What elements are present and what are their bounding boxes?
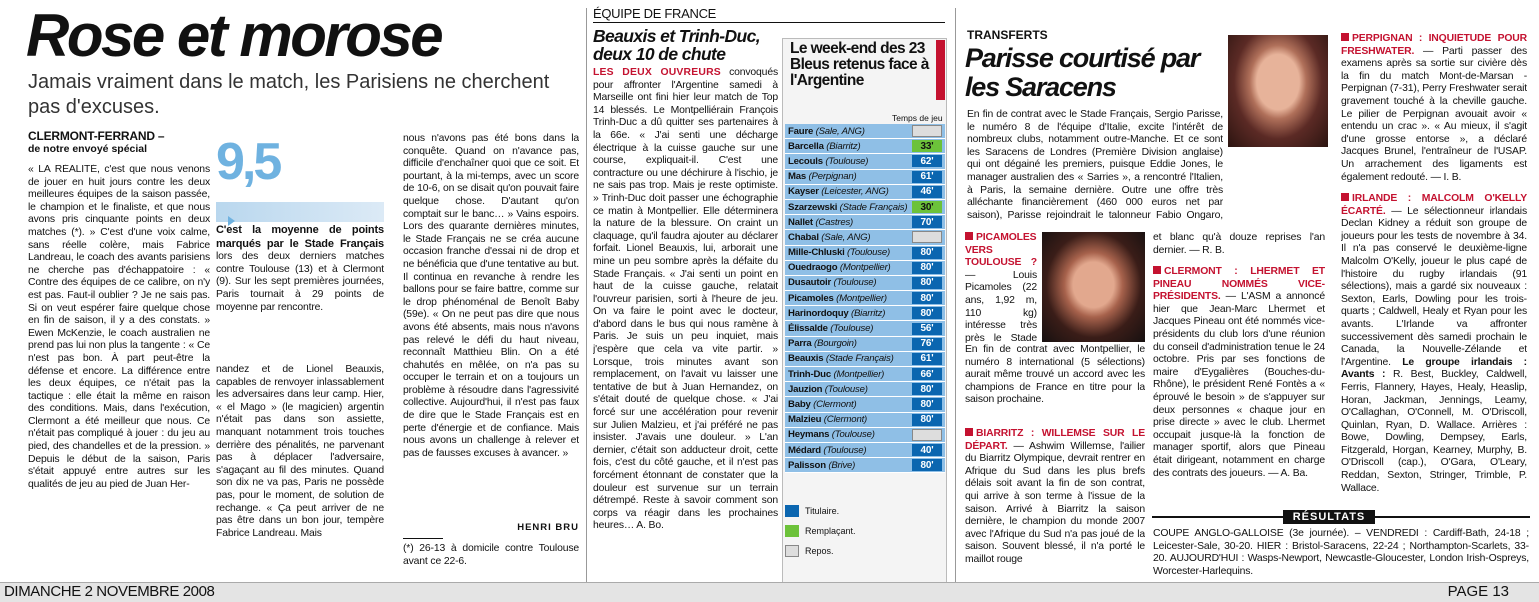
player-time: 46' [912, 186, 942, 198]
footer-date: DIMANCHE 2 NOVEMBRE 2008 [4, 583, 215, 600]
player-row [785, 246, 945, 261]
player-time: 66' [912, 368, 942, 380]
legend-remplacant-label: Remplaçant. [805, 526, 856, 536]
player-surname: Ouedraogo [788, 262, 838, 274]
player-club: (Leicester, ANG) [818, 186, 889, 198]
middle-text: convoqués pour affronter l'Argentine samedi à Marseille ont fini hier leur match de Top 14 blessés. Le Montpelliérain François Trinh-Duc a dû quitter ses partenaires à la 66e. « J'ai senti une décharge électrique à la cuisse gauche sur une course, expliquait-il. C'est une contracture ou une déchirure à l'ischio, je ne sais pas trop. Mais je reste optimiste. » Trinh-Duc doit passer une échographie ce matin à Montpellier. Elle déterminera la nature de la blessure. On craint un claquage, qu'il faudra ajouter au déclarer forfait. Lionel Beauxis, lui, arborait une mine un peu sombre après la défaite du Stade Français. « J'ai senti un point en haut de la cuisse gauche, relatait l'ouvreur parisien, sorti à l'heure de jeu. On va faire le point avec le docteur, d'abord dans le bus qui nous ramène à Paris. Je suis un peu inquiet, mais j'espère que cela va vite partir. » Lorsque, trois minutes avant son remplacement, on l'avait vu laisser une tentative de but à Juan Hernandez, on s'était douté de quelque chose. « J'ai forcé sur une accélération pour revenir sur Julien Malzieu, et j'ai préféré ne pas insister. J'avais une douleur. » L'an dernier, c'était son adducteur droit, cette fois, c'est du côté gauche, et il n'est pas forcément étonnant de constater que la douleur est survenue sur un terrain détrempé. Reste à savoir comment son corps va réagir dans les prochaines heures… [593, 67, 778, 532]
player-time: 80' [912, 307, 942, 319]
left-column-3: nous n'avons pas été bons dans la conquête. Quand on n'avance pas, difficile d'enchaîner quoi que ce soit. Et pourtant, à la mi-temps, avec un score de 10-6, on se disait qu'on pouvait faire quelque chose. D'autant qu'on comptait sur le banc… » Vains espoirs. Lors des quarante dernières minutes, le Stade Français ne se créa aucune occasion franche d'essai ni de drop et ne bénéficia que d'une tentative au but. Il continua en revanche à rendre les ballons pour se faire battre, comme sur le drop phénoménal de Benoît Baby (59e). « On ne peut pas dire que nous avons été absents, mais nous n'avons pas relevé le défi du haut niveau, reconnaît Matthieu Blin. On a été chahutés en mêlée, on n'a pas su occuper le terrain et on a toujours un problème à résoudre dans l'agressivité collective. Aujourd'hui, il n'est pas faux de dire que le Stade Français est en perte d'énergie et de confiance. Mais nous avons un challenge à relever et pas de fausses excuses à avancer. » [403, 133, 579, 459]
stat-triangle [228, 216, 235, 226]
player-club: (Toulouse) [827, 323, 874, 335]
player-row [785, 397, 945, 412]
clermont-brief [1153, 266, 1325, 502]
headline-parisse: Parisse courtisé par les Saracens [965, 43, 1200, 102]
player-club: (Montpellier) [830, 368, 885, 380]
player-row [785, 291, 945, 306]
player-name [785, 460, 912, 471]
player-club: (Clermont) [821, 414, 868, 426]
player-surname: Nallet [788, 216, 813, 228]
player-row [785, 154, 945, 169]
player-name [785, 399, 912, 410]
player-surname: Palisson [788, 459, 826, 471]
player-surname: Baby [788, 398, 811, 410]
dateline-sub: de notre envoyé spécial [28, 143, 148, 155]
standfirst: Jamais vraiment dans le match, les Parisiens ne cherchent pas d'excuses. [28, 71, 550, 118]
player-row [785, 139, 945, 154]
player-row [785, 276, 945, 291]
player-row [785, 215, 945, 230]
player-row [785, 443, 945, 458]
stat-text-lead: C'est la moyenne de points marqués par le Stade Français [216, 224, 384, 250]
results-title: RÉSULTATS [1283, 510, 1375, 524]
perpignan-title: PERPIGNAN : INQUIÉTUDE POUR FRESHWATER. [1341, 33, 1527, 57]
player-name [785, 126, 912, 137]
player-row [785, 230, 945, 245]
player-row [785, 367, 945, 382]
left-column-1: « LA RÉALITÉ, c'est que nous venons de jouer en huit jours contre les deux meilleures équipes de la saison passée, le champion et le finaliste, et que nous avons pris cinquante points en deux matches (*). » C'est d'une voix calme, sans réelle colère, mais Fabrice Landreau, le coach des avants parisiens ne cherche pas d'échappatoire : « Contre des équipes de ce calibre, on n'y est pas. Faut-il oublier ? Je ne sais pas. Si on veut espérer faire quelque chose en fin de saison, il y a des constats. » Ewen McKenzie, le coach australien ne prend pas lui non plus la tangente : « Ce n'est pas bon. À part peut-être la défense et encore. La différence entre les deux équipes, ce n'était pas la tactique : elle était la même en raison des conditions. Mais, dans l'exécution, Clermont a été meilleur que nous. Ce n'était pas compliqué à jouer : du jeu au pied, des chandelles et de la pression. » Depuis le début de la saison, Paris s'était appuyé entre autres sur les qualités de jeu au pied de Juan Her- [28, 164, 210, 490]
player-club: (Biarritz) [823, 140, 861, 152]
player-time: 76' [912, 338, 942, 350]
player-name [785, 186, 912, 197]
author-henri-bru: HENRI BRU [517, 522, 579, 533]
player-row [785, 170, 945, 185]
player-club: (Sale, ANG) [818, 231, 871, 243]
player-row [785, 337, 945, 352]
picamoles-title: PICAMOLES VERS TOULOUSE ? [965, 232, 1037, 269]
biarritz-text: — Ashwim Willemse, l'ailier du Biarritz Olympique, devrait rentrer en Afrique du Sud dans les plus brefs délais soit avant la fin de son contrat, qui arrive à son terme à l'issue de la saison. Arrivé à Biarritz la saison dernière, le champion du monde 2007 avec l'Afrique du Sud n'a pas joué de la saison. Souvent blessé, il n'a porté le maillot rouge [965, 440, 1145, 565]
player-name [785, 247, 912, 258]
headline-beauxis-trinh-duc: Beauxis et Trinh-Duc, deux 10 de chute [593, 26, 760, 64]
player-time [912, 125, 942, 137]
player-name [785, 308, 912, 319]
player-surname: Médard [788, 444, 821, 456]
player-name [785, 414, 912, 425]
player-time: 61' [912, 353, 942, 365]
player-surname: Chabal [788, 231, 819, 243]
player-club: (Castres) [812, 216, 854, 228]
player-row [785, 352, 945, 367]
player-row [785, 428, 945, 443]
player-name [785, 262, 912, 273]
player-row [785, 261, 945, 276]
flag-stripe-red [936, 40, 945, 100]
player-club: (Toulouse) [830, 277, 877, 289]
player-time: 70' [912, 216, 942, 228]
bullet-square [1341, 33, 1349, 41]
player-surname: Heymans [788, 429, 830, 441]
player-row [785, 306, 945, 321]
player-time: 80' [912, 459, 942, 471]
irlande-text: — Le sélectionneur irlandais Declan Kidney a réduit son groupe de joueurs pour les tests de novembre à 34. Il n'a pas conservé le deuxième-ligne Malcolm O'Kelly, joueur le plus capé de l'histoire du rugby irlandais (91 sélections), mais a gardé six nouveaux : Sexton, Earls, Dowling pour les trois-quarts ; Caldwell, Healy et Ryan pour les avants. L'Irlande va affronter successivement dès samedi prochain le Canada, la Nouvelle-Zélande et l'Argentine. [1341, 205, 1527, 368]
player-surname: Picamoles [788, 292, 834, 304]
results-body: COUPE ANGLO-GALLOISE (3e journée). – VENDREDI : Cardiff-Bath, 24-18 ; Leicester-Sale, 30-20. HIER : Bristol-Saracens, 22-24 ; Northampton-Scarlets, 33-20. AUJOURD'HUI : Wasps-Newport, Newcastle-Gloucester, London Irish-Ospreys, Worcester-Harlequins. [1153, 528, 1529, 577]
player-name [785, 429, 912, 440]
bullet-square [965, 232, 973, 240]
player-time: 80' [912, 414, 942, 426]
footer-bar [0, 582, 1539, 602]
player-surname: Harinordoquy [788, 307, 849, 319]
middle-body [593, 67, 778, 577]
legend-remplacant [785, 525, 856, 537]
player-surname: Lecouls [788, 155, 823, 167]
irlande-brief [1341, 193, 1527, 501]
player-club: (Stade Français) [823, 353, 894, 365]
biarritz-brief [965, 428, 1145, 580]
legend-repos-swatch [785, 545, 799, 557]
player-surname: Mille-Chluski [788, 247, 845, 259]
player-surname: Trinh-Duc [788, 368, 831, 380]
player-name [785, 384, 912, 395]
player-row [785, 413, 945, 428]
player-surname: Szarzewski [788, 201, 838, 213]
divider-1 [586, 8, 587, 583]
player-time: 80' [912, 398, 942, 410]
bullet-square [1153, 266, 1161, 274]
player-surname: Jauzion [788, 383, 823, 395]
perpignan-brief [1341, 33, 1527, 191]
player-club: (Toulouse) [822, 155, 869, 167]
player-time: 80' [912, 292, 942, 304]
player-surname: Mas [788, 171, 807, 183]
stat-box [216, 134, 384, 354]
legend-repos-label: Repos. [805, 546, 834, 556]
table-header: Temps de jeu [892, 113, 943, 123]
dateline-city: CLERMONT-FERRAND – [28, 129, 165, 143]
stat-text [216, 224, 384, 314]
legend-remplacant-swatch [785, 525, 799, 537]
player-name [785, 293, 912, 304]
player-surname: Élissalde [788, 323, 828, 335]
player-name [785, 171, 912, 182]
player-name [785, 156, 912, 167]
clermont-title: CLERMONT : LHERMET ET PINEAU NOMMÉS VICE-PRÉSIDENTS. [1153, 266, 1325, 303]
player-row [785, 458, 945, 473]
section-rule [593, 22, 945, 23]
irlande-group-label: Le groupe irlandais : Avants : [1341, 356, 1527, 381]
picamoles-text: — Louis Picamoles (22 ans, 1,92 m, 110 kg) intéresse très près le Stade [965, 269, 1037, 344]
player-time: 56' [912, 323, 942, 335]
clermont-author: — A. Ba. [1268, 467, 1308, 479]
player-club: (Toulouse) [820, 444, 867, 456]
player-time: 80' [912, 262, 942, 274]
player-time: 61' [912, 171, 942, 183]
player-name [785, 277, 912, 288]
headline-rose-et-morose: Rose et morose [26, 2, 442, 69]
player-time: 30' [912, 201, 942, 213]
legend-titulaire-label: Titulaire. [805, 506, 840, 516]
picamoles-brief-cont [965, 344, 1145, 416]
photo-picamoles [1042, 232, 1145, 342]
player-name [785, 323, 912, 334]
player-club: (Stade Français) [837, 201, 908, 213]
player-club: (Sale, ANG) [813, 125, 865, 137]
player-surname: Faure [788, 125, 814, 137]
footnote: (*) 26-13 à domicile contre Toulouse avant ce 22-6. [403, 543, 579, 567]
player-club: (Toulouse) [844, 247, 891, 259]
stat-number: 9,5 [216, 133, 280, 191]
legend-titulaire-swatch [785, 505, 799, 517]
player-club: (Brive) [825, 459, 856, 471]
player-club: (Perpignan) [806, 171, 857, 183]
player-row [785, 200, 945, 215]
player-name [785, 217, 912, 228]
player-name [785, 353, 912, 364]
player-name [785, 141, 912, 152]
stat-text-body: lors des deux derniers matches contre Toulouse (13) et à Clermont (9). Sur les sept premières journées, Paris tournait à 29 points de moyenne par rencontre. [216, 251, 384, 313]
picamoles-text-cont: En fin de contrat avec Montpellier, le numéro 8 international (5 sélections) aurait même trouvé un accord avec les champions de France en titre pour la saison prochaine. [965, 344, 1145, 406]
legend-repos [785, 545, 834, 557]
dateline [28, 129, 218, 155]
player-time [912, 429, 942, 441]
player-row [785, 124, 945, 139]
footnote-rule [403, 538, 443, 539]
player-name [785, 338, 912, 349]
player-time: 80' [912, 383, 942, 395]
player-club: (Montpellier) [837, 262, 891, 274]
picamoles-brief [965, 232, 1037, 344]
player-club: (Toulouse) [829, 429, 875, 441]
legend-titulaire [785, 505, 839, 517]
section-equipe-de-france: ÉQUIPE DE FRANCE [593, 6, 717, 21]
player-time: 62' [912, 155, 942, 167]
player-club: (Bourgoin) [811, 338, 857, 350]
divider-2 [955, 8, 956, 583]
player-time: 80' [912, 247, 942, 259]
player-club: (Toulouse) [822, 383, 868, 395]
player-name [785, 232, 912, 243]
player-surname: Beauxis [788, 353, 824, 365]
player-row [785, 185, 945, 200]
player-row [785, 382, 945, 397]
left-column-2: nandez et de Lionel Beauxis, capables de renvoyer inlassablement les adversaires dans leur camp. Hier, « el Mago » (le magicien) argentin n'était pas dans son assiette, manquant notamment trois touches derrière des pénalités, ne parvenant pas à déplacer l'adversaire, s'agaçant au fil des minutes. Quand son dix ne va pas, Paris ne possède pas, pour le moment, de solution de rechange. « Ça peut arriver de ne pas être dans un bon jour, tempère Fabrice Landreau. Mais [216, 364, 384, 539]
player-club: (Biarritz) [848, 307, 886, 319]
right-col3-top: et blanc qu'à douze reprises l'an dernier. — R. B. [1153, 232, 1325, 256]
biarritz-title: BIARRITZ : WILLEMSE SUR LE DÉPART. [965, 428, 1145, 452]
player-club: (Montpellier) [833, 292, 887, 304]
player-time: 40' [912, 444, 942, 456]
player-time: 80' [912, 277, 942, 289]
player-surname: Kayser [788, 186, 819, 198]
player-surname: Malzieu [788, 414, 822, 426]
middle-lead: LES DEUX OUVREURS [593, 67, 721, 78]
clermont-text: — L'ASM a annoncé hier que Jean-Marc Lhermet et Jacques Pineau ont été nommés vice-présidents du club lors d'une réunion du conseil d'administration tenue le 24 octobre. Pris par ses fonctions de maire d'Eygalières (Bouches-du-Rhône), le président René Fontès a « éprouvé le besoin » de s'appuyer sur deux personnes « chaque jour en prise directe » avec le club. Lhermet occupait jusque-là la fonction de manager sportif, alors que Pineau était dirigeant, notamment en charge des contrats des joueurs. [1153, 291, 1325, 479]
player-name [785, 202, 912, 213]
parisse-intro [967, 109, 1223, 221]
player-time: 33' [912, 140, 942, 152]
player-time [912, 231, 942, 243]
irlande-title: IRLANDE : MALCOLM O'KELLY ÉCARTÉ. [1341, 193, 1527, 217]
player-surname: Dusautoir [788, 277, 831, 289]
stat-bar [216, 202, 384, 222]
section-transferts: TRANSFERTS [967, 28, 1048, 42]
perpignan-text: — Parti passer des examens après sa sortie sur civière dès la fin du match Mont-de-Marsan - Perpignan (7-31), Perry Freshwater serait gravement touché à la cheville gauche. Le pilier de Perpignan avouait avoir « entendu un crac ». « Au mieux, il s'agit d'une grosse entorse », a déclaré Jacques Brunel, l'entraîneur de l'USAP. Un arrachement des ligaments est également redouté. — I. B. [1341, 45, 1527, 183]
middle-author: A. Bo. [636, 520, 664, 532]
player-row [785, 321, 945, 336]
bullet-square [1341, 193, 1349, 201]
player-club: (Clermont) [810, 398, 857, 410]
parisse-intro-text: En fin de contrat avec le Stade Français, Sergio Parisse, le numéro 8 de l'équipe d'Italie, excite l'intérêt de nombreux clubs, notamment outre-Manche. Et ce sont les Saracens de Londres (Première Division anglaise) qui ont dégainé les premiers, puisque Eddie Jones, le manager australien des « Sarries », a rencontré l'Italien, à Paris, la semaine dernière. Outre une offre très alléchante financièrement (460 000 euros net par saison), Parisse rejoindrait le talonneur Fabio Ongaro, [967, 109, 1223, 221]
player-surname: Barcella [788, 140, 824, 152]
bleus-box-title: Le week-end des 23 Bleus retenus face à l'Argentine [790, 40, 929, 89]
players-table [785, 124, 945, 473]
player-name [785, 369, 912, 380]
footer-page: PAGE 13 [1447, 583, 1509, 600]
bullet-square [965, 428, 973, 436]
irlande-group: R. Best, Buckley, Caldwell, Ferris, Flannery, Hayes, Healy, Heaslip, Horan, Jackman, Jennings, Leamy, O'Callaghan, O'Connell, M. O'Driscoll, Quinlan, Ryan, D. Wallace. Arrières : Bowe, Dowling, Dempsey, Earls, Fitzgerald, Horgan, Kearney, Murphy, B. O'Driscoll (cap.), O'Gara, O'Leary, Reddan, Sexton, Stringer, Trimble, P. Wallace. [1341, 369, 1527, 494]
player-surname: Parra [788, 338, 812, 350]
photo-parisse [1228, 35, 1328, 147]
player-name [785, 445, 912, 456]
